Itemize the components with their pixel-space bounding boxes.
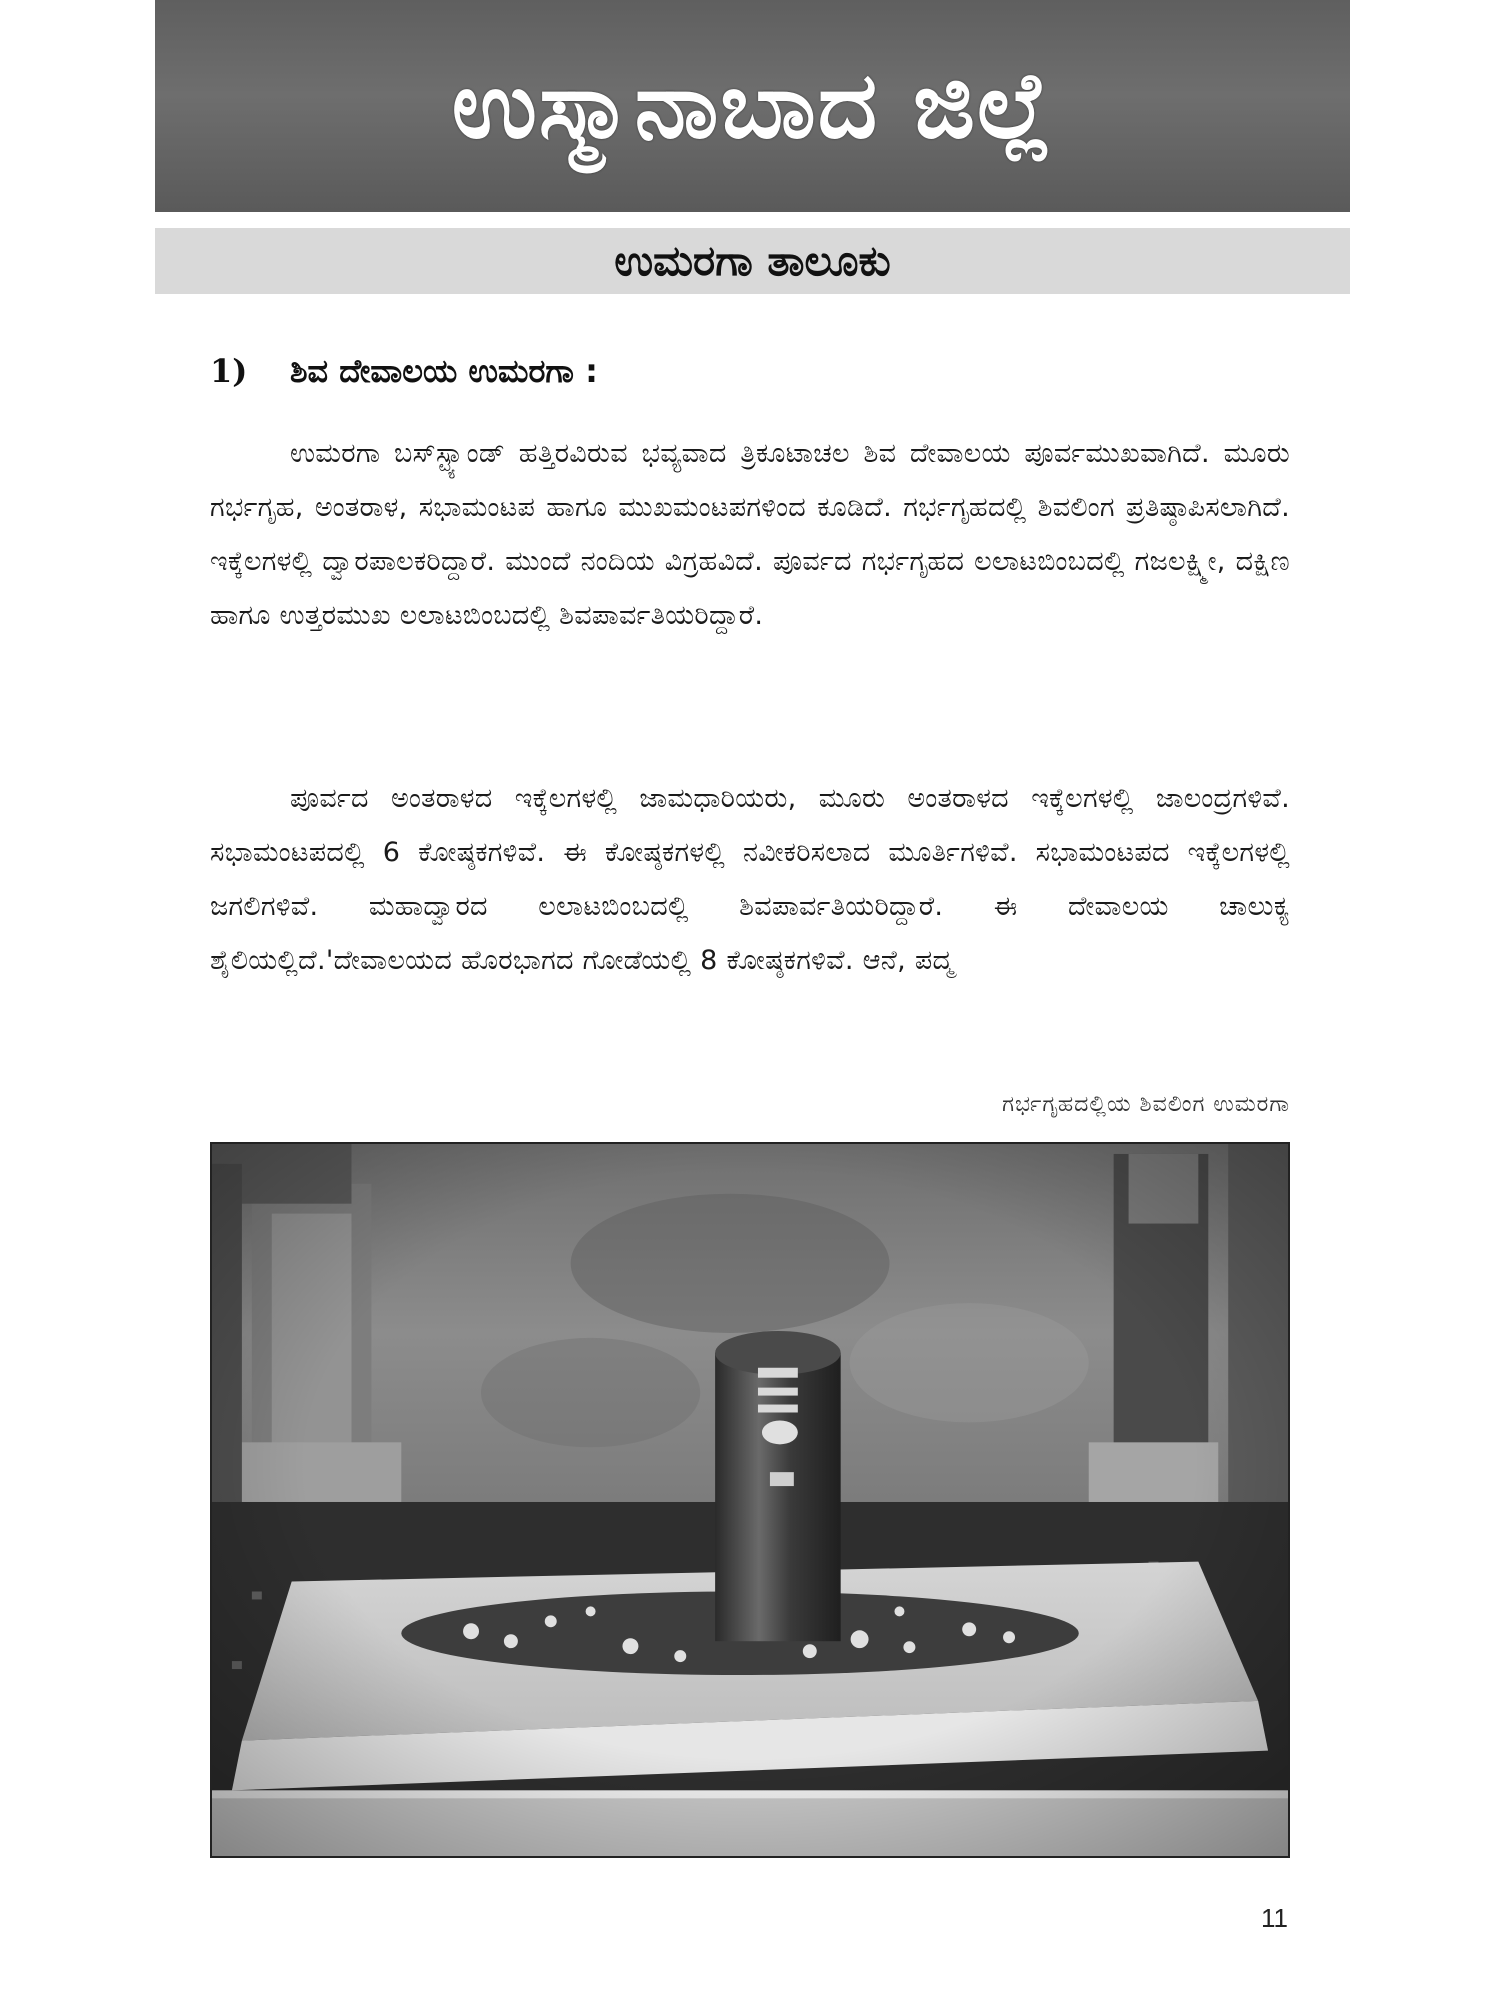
paragraph-2: ಪೂರ್ವದ ಅಂತರಾಳದ ಇಕ್ಕೆಲಗಳಲ್ಲಿ ಜಾಮಧಾರಿಯರು, ಮೂರು ಅಂತರಾಳದ ಇಕ್ಕೆಲಗಳಲ್ಲಿ ಜಾಲಂದ್ರಗಳಿವೆ. ಸಭಾಮಂಟಪದಲ್ಲಿ 6 ಕೋಷ್ಠಕಗಳಿವೆ. ಈ ಕೋಷ್ಠಕಗಳಲ್ಲಿ ನವೀಕರಿಸಲಾದ ಮೂರ್ತಿಗಳಿವೆ. ಸಭಾಮಂಟಪದ ಇಕ್ಕೆಲಗಳಲ್ಲಿ ಜಗಲಿಗಳಿವೆ. ಮಹಾದ್ವಾರದ ಲಲಾಟಬಿಂಬದಲ್ಲಿ ಶಿವಪಾರ್ವತಿಯರಿದ್ದಾರೆ. ಈ ದೇವಾಲಯ ಚಾಲುಕ್ಯ ಶೈಲಿಯಲ್ಲಿದೆ.'ದೇವಾಲಯದ ಹೊರಭಾಗದ ಗೋಡೆಯಲ್ಲಿ 8 ಕೋಷ್ಠಕಗಳಿವೆ. ಆನೆ, ಪದ್ಮ	[210, 783, 1290, 976]
section-heading	[210, 352, 1290, 391]
page-number: 11	[1261, 1903, 1288, 1933]
taluk-banner	[155, 228, 1350, 294]
figure-caption: ಗರ್ಭಗೃಹದಲ್ಲಿಯ ಶಿವಲಿಂಗ ಉಮರಗಾ	[1002, 1092, 1290, 1117]
taluk-title: ಉಮರಗಾ ತಾಲೂಕು	[614, 236, 891, 285]
shivalinga-photo	[210, 1142, 1290, 1858]
shivalinga-photo-graphic	[212, 1144, 1288, 1856]
district-title: ಉಸ್ಮಾನಾಬಾದ ಜಿಲ್ಲೆ	[451, 51, 1054, 159]
district-banner	[155, 0, 1350, 212]
section-number: 1)	[210, 352, 248, 390]
section-title: ಶಿವ ದೇವಾಲಯ ಉಮರಗಾ :	[290, 352, 598, 390]
paragraph-1: ಉಮರಗಾ ಬಸ್‌ಸ್ಟ್ಯಾಂಡ್ ಹತ್ತಿರವಿರುವ ಭವ್ಯವಾದ ತ್ರಿಕೂಟಾಚಲ ಶಿವ ದೇವಾಲಯ ಪೂರ್ವಮುಖವಾಗಿದೆ. ಮೂರು ಗರ್ಭಗೃಹ, ಅಂತರಾಳ, ಸಭಾಮಂಟಪ ಹಾಗೂ ಮುಖಮಂಟಪಗಳಿಂದ ಕೂಡಿದೆ. ಗರ್ಭಗೃಹದಲ್ಲಿ ಶಿವಲಿಂಗ ಪ್ರತಿಷ್ಠಾಪಿಸಲಾಗಿದೆ. ಇಕ್ಕೆಲಗಳಲ್ಲಿ ದ್ವಾರಪಾಲಕರಿದ್ದಾರೆ. ಮುಂದೆ ನಂದಿಯ ವಿಗ್ರಹವಿದೆ. ಪೂರ್ವದ ಗರ್ಭಗೃಹದ ಲಲಾಟಬಿಂಬದಲ್ಲಿ ಗಜಲಕ್ಷ್ಮೀ, ದಕ್ಷಿಣ ಹಾಗೂ ಉತ್ತರಮುಖ ಲಲಾಟಬಿಂಬದಲ್ಲಿ ಶಿವಪಾರ್ವತಿಯರಿದ್ದಾರೆ.	[210, 438, 1290, 631]
